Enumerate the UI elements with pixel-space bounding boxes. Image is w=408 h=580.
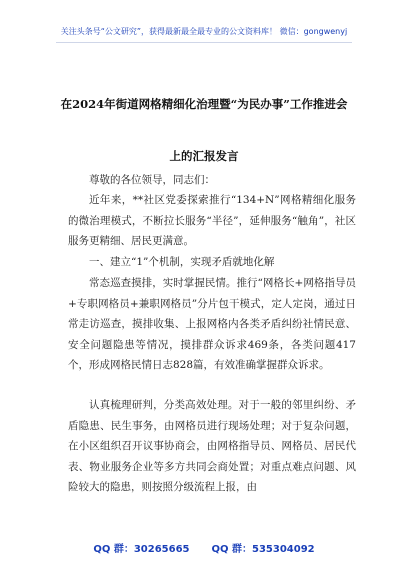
salutation: 尊敬的各位领导，同志们： [89, 174, 215, 186]
paragraph-handling: 认真梳理研判，分类高效处理。对于一般的邻里纠纷、矛盾隐患、民生事务，由网格员进行现场处理；对于复杂问题，在小区组织召开议事协商会，由网格指导员、网格员、居民代表、物业服务企业等多方共同会商处置；对重点难点问题、风险较大的隐患，则按照分级流程上报，由 [68, 399, 356, 493]
section-heading-1: 一、建立“1”个机制，实现矛盾就地化解 [89, 256, 275, 268]
footer-qq-group-1: QQ 群：30265665 [93, 544, 190, 555]
document-title-line-1: 在2024年街道网格精细化治理暨“为民办事”工作推进会 [60, 97, 348, 111]
paragraph-intro: 近年来，**社区党委探索推行“134+N”网格精细化服务的微治理模式，不断拉长服务“半径”，延伸服务“触角”，社区服务更精细、居民更满意。 [68, 194, 356, 247]
footer-qq-group-2: QQ 群：535304092 [211, 544, 315, 555]
footer-contact [0, 540, 408, 555]
header-divider [56, 42, 352, 43]
header-promo-note: 关注头条号“公文研究”，获得最新最全最专业的公文资料库！ 微信：gongwenyj [60, 27, 348, 36]
paragraph-inspection: 常态巡查摸排，实时掌握民情。推行“网格长+网格指导员+专职网格员+兼职网格员”分片包干模式，定人定岗，通过日常走访巡查，摸排收集、上报网格内各类矛盾纠纷社情民意、安全问题隐患等情况，摸排群众诉求469条，各类问题417个，形成网格民情日志828篇，有效准确掌握群众诉求。 [68, 277, 356, 371]
document-title-line-2: 上的汇报发言 [169, 149, 239, 163]
